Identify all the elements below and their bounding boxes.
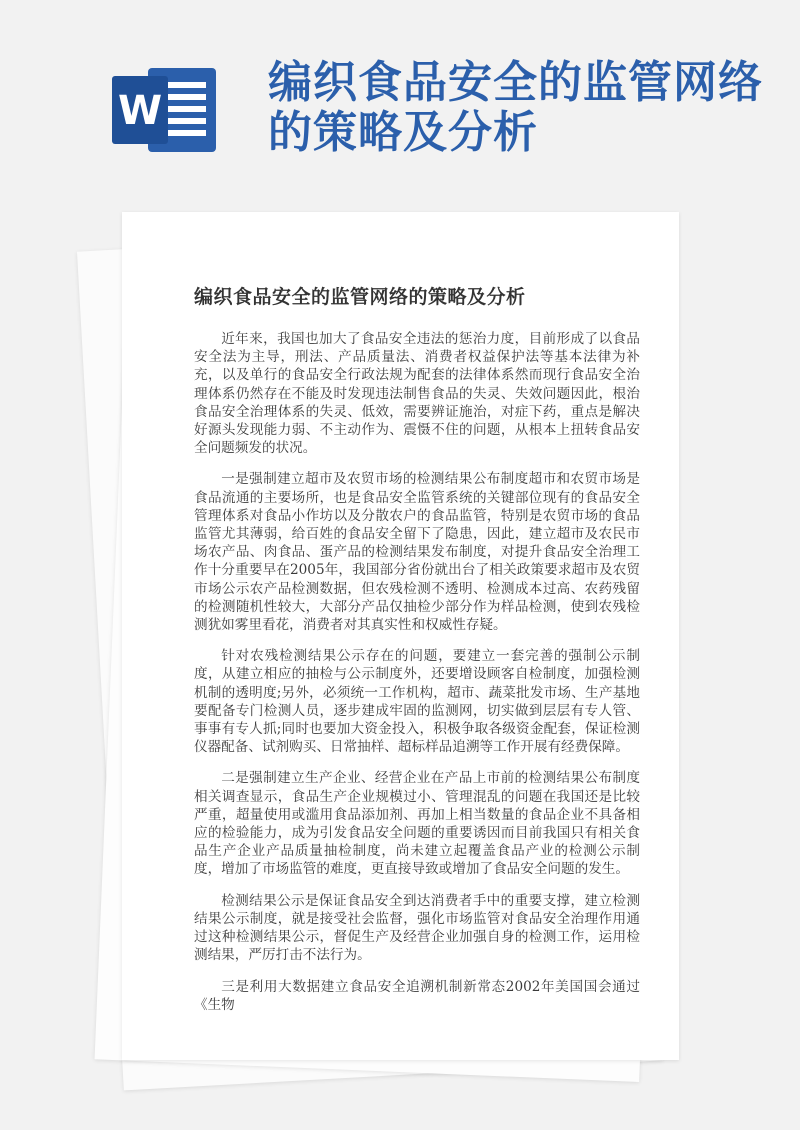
paragraph: 针对农残检测结果公示存在的问题，要建立一套完善的强制公示制度，从建立相应的抽检与公示制度外，还要增设顾客自检制度，加强检测机制的透明度;另外，必须统一工作机构，超市、蔬菜批发市场、生产基地要配备专门检测人员，逐步建成牢固的监测网，切实做到层层有专人管、事事有专人抓;同时也要加大资金投入，积极争取各级资金配套，保证检测仪器配备、试剂购买、日常抽样、超标样品追溯等工作开展有经费保障。 [194, 648, 640, 756]
paragraph: 三是利用大数据建立食品安全追溯机制新常态2002年美国国会通过《生物 [194, 978, 640, 1013]
paragraph: 二是强制建立生产企业、经营企业在产品上市前的检测结果公布制度相关调查显示，食品生产企业规模过小、管理混乱的问题在我国还是比较严重，超量使用或滥用食品添加剂、再加上相当数量的食品企业不具备相应的检验能力，成为引发食品安全问题的重要诱因而目前我国只有相关食品生产企业产品质量抽检制度，尚未建立起覆盖食品产业的检测公示制度，增加了市场监管的难度，更直接导致或增加了食品安全问题的发生。 [194, 770, 640, 878]
page-title: 编织食品安全的监管网络的策略及分析 [268, 57, 763, 158]
word-icon-letter: W [117, 88, 163, 134]
page-header [0, 0, 800, 200]
document-page [122, 212, 679, 1060]
paragraph: 检测结果公示是保证食品安全到达消费者手中的重要支撑，建立检测结果公示制度，就是接受社会监督，强化市场监管对食品安全治理作用通过这种检测结果公示，督促生产及经营企业加强自身的检测工作，运用检测结果，严厉打击不法行为。 [194, 892, 640, 964]
document-body [194, 330, 640, 1027]
document-title: 编织食品安全的监管网络的策略及分析 [194, 286, 526, 308]
paragraph: 近年来，我国也加大了食品安全违法的惩治力度，目前形成了以食品安全法为主导，刑法、产品质量法、消费者权益保护法等基本法律为补充，以及单行的食品安全行政法规为配套的法律体系然而现行食品安全治理体系仍然存在不能及时发现违法制售食品的失灵、失效问题因此，根治食品安全治理体系的失灵、低效，需要辨证施治，对症下药，重点是解决好源头发现能力弱、不主动作为、震慑不住的问题，从根本上扭转食品安全问题频发的状况。 [194, 331, 640, 457]
paragraph: 一是强制建立超市及农贸市场的检测结果公布制度超市和农贸市场是食品流通的主要场所，也是食品安全监管系统的关键部位现有的食品安全管理体系对食品小作坊以及分散农户的食品监管，特别是农贸市场的食品监管尤其薄弱，给百姓的食品安全留下了隐患，因此，建立超市及农民市场农产品、肉食品、蛋产品的检测结果发布制度，对提升食品安全治理工作十分重要早在2005年，我国部分省份就出台了相关政策要求超市及农贸市场公示农产品检测数据，但农残检测不透明、检测成本过高、农药残留的检测随机性较大，大部分产品仅抽检少部分作为样品检测，使到农残检测犹如雾里看花，消费者对其真实性和权威性存疑。 [194, 471, 640, 634]
word-document-icon [108, 62, 220, 158]
